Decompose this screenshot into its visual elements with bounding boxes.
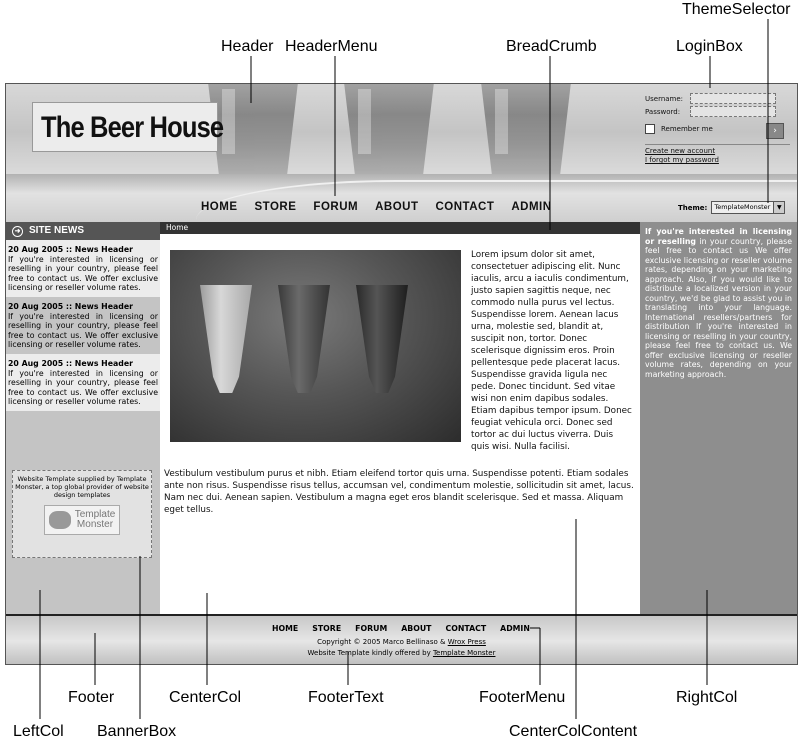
news-body: If you're interested in licensing or reselling in your country, please feel free to contact us. We offer exclusive licensing or reseller volume rates.	[8, 311, 158, 350]
menu-forum[interactable]: FORUM	[313, 201, 359, 213]
breadcrumb-home[interactable]: Home	[166, 223, 189, 232]
menu-store[interactable]: STORE	[254, 201, 297, 213]
content-paragraph: Lorem ipsum dolor sit amet, consectetuer adipiscing elit. Nunc iaculis, arcu a iaculis condimentum, justo sapien sagittis neque, nec commodo nulla purus vel lectus. Suspendisse lorem. Aenean lacus urna, molestie sed, blandit at, suscipit non, tortor. Donec scelerisque dignissim eros. Proin pellentesque pede placerat lacus. Suspendisse gravida ligula nec pede. Donec tincidunt. Sed vitae wisi non enim dapibus sodales. Etiam dapibus tempor ipsum. Donec feugiat vehicula orci. Donec sed tortor ac dui luctus viverra. Duis quis wisi. Nulla facilisi.	[471, 250, 632, 452]
news-item	[6, 297, 160, 354]
news-item	[6, 240, 160, 297]
news-header[interactable]: 20 Aug 2005 :: News Header	[8, 245, 133, 254]
template-monster-logo[interactable]	[44, 505, 120, 535]
news-header[interactable]: 20 Aug 2005 :: News Header	[8, 358, 133, 368]
center-col	[160, 222, 640, 614]
menu-home[interactable]: HOME	[201, 201, 238, 213]
banner-text: Website Template supplied by Template Monster, a top global provider of website design templates	[15, 475, 149, 499]
menu-admin[interactable]: ADMIN	[511, 201, 552, 213]
news-body: If you're interested in licensing or reselling in your country, please feel free to contact us. We offer exclusive licensing or reseller volume rates.	[8, 368, 158, 407]
callout-center-col-content: CenterColContent	[509, 723, 638, 740]
theme-select[interactable]	[711, 201, 785, 214]
theme-label: Theme:	[678, 203, 708, 212]
left-col	[6, 222, 160, 614]
website-frame	[5, 83, 798, 665]
password-field[interactable]	[690, 106, 776, 117]
wrox-press-link[interactable]: Wrox Press	[447, 638, 486, 646]
header	[6, 84, 797, 222]
password-label: Password:	[645, 107, 681, 116]
username-field[interactable]	[690, 93, 776, 104]
site-news-title-text: SITE NEWS	[29, 225, 85, 236]
callout-left-col: LeftCol	[13, 723, 64, 740]
remember-me-checkbox[interactable]	[645, 124, 655, 134]
remember-me-label: Remember me	[661, 125, 713, 133]
content-paragraph: Vestibulum vestibulum purus et nibh. Etiam eleifend tortor quis urna. Suspendisse potenti. Etiam sodales ante non risus. Suspendisse risus tellus, accumsan vel, condimentum molestie, sollicitudin sit amet, lacus. Nam nec dui. Aenean sapien. Vestibulum a magna eget eros blandit scelerisque. Sed et massa. Aliquam eget tellus.	[164, 469, 634, 515]
news-header[interactable]: 20 Aug 2005 :: News Header	[8, 301, 133, 311]
footer-menu	[272, 624, 544, 633]
footer-menu-store[interactable]: STORE	[312, 624, 342, 633]
site-news-title	[6, 222, 160, 240]
template-monster-link[interactable]: Template Monster	[432, 649, 496, 657]
site-logo[interactable]	[32, 102, 224, 152]
arrow-right-icon: ›	[773, 126, 777, 136]
right-col-text: in your country, please feel free to contact us We offer exclusive licensing or reseller volume rates, depending on your marketing approach. Also, if you would like to distribute a localized version in your country, we'd be glad to assist you in translating into your language. International resellers/partners for distribution If you're interested in licensing or reselling in your country, please feel free to contact us. We offer exclusive licensing or reseller volume rates, depending on your marketing approach.	[645, 236, 792, 379]
center-col-content	[164, 249, 634, 527]
footer-menu-admin[interactable]: ADMIN	[500, 624, 530, 633]
footer-text	[6, 637, 797, 659]
callout-header-menu: HeaderMenu	[285, 38, 378, 55]
copyright-text: Copyright © 2005 Marco Bellinaso &	[317, 638, 448, 646]
footer-menu-forum[interactable]: FORUM	[355, 624, 388, 633]
chevron-down-icon: ▼	[773, 202, 784, 213]
monster-icon	[49, 511, 71, 529]
callout-footer-menu: FooterMenu	[479, 689, 566, 706]
login-box	[645, 92, 790, 165]
theme-selector	[678, 201, 785, 214]
callout-footer-text: FooterText	[308, 689, 384, 706]
right-col	[640, 222, 797, 614]
footer-menu-about[interactable]: ABOUT	[401, 624, 432, 633]
right-col-bold: If you're interested in licensing or reselling	[645, 227, 792, 246]
footer-menu-contact[interactable]: CONTACT	[445, 624, 487, 633]
callout-footer: Footer	[68, 689, 115, 706]
site-logo-text: The Beer House	[41, 111, 224, 144]
theme-select-value: TemplateMonster	[714, 203, 771, 211]
breadcrumb	[160, 222, 640, 234]
banner-logo-line2: Monster	[76, 519, 114, 530]
beer-glass-image	[344, 83, 434, 174]
banner-logo-line1: Template	[74, 509, 116, 520]
login-button[interactable]	[766, 123, 784, 139]
forgot-password-link[interactable]: I forgot my password	[645, 156, 719, 164]
callout-header: Header	[221, 38, 274, 55]
beer-glass-image	[481, 83, 571, 174]
callout-breadcrumb: BreadCrumb	[506, 38, 597, 55]
callout-login-box: LoginBox	[676, 38, 743, 55]
right-col-content	[640, 222, 797, 384]
footer-menu-home[interactable]: HOME	[272, 624, 299, 633]
header-menu	[201, 201, 569, 213]
template-credit-text: Website Template kindly offered by	[307, 649, 433, 657]
create-account-link[interactable]: Create new account	[645, 147, 716, 155]
banner-box[interactable]	[12, 470, 152, 558]
callout-right-col: RightCol	[676, 689, 738, 706]
callout-theme-selector: ThemeSelector	[682, 1, 791, 18]
username-label: Username:	[645, 94, 684, 103]
callout-center-col: CenterCol	[169, 689, 242, 706]
menu-about[interactable]: ABOUT	[375, 201, 419, 213]
news-item	[6, 354, 160, 411]
footer	[6, 614, 797, 665]
menu-contact[interactable]: CONTACT	[435, 201, 495, 213]
news-body: If you're interested in licensing or reselling in your country, please feel free to contact us. We offer exclusive licensing or reseller volume rates.	[8, 254, 158, 293]
arrow-circle-icon: ➜	[12, 226, 23, 237]
callout-banner-box: BannerBox	[97, 723, 177, 740]
